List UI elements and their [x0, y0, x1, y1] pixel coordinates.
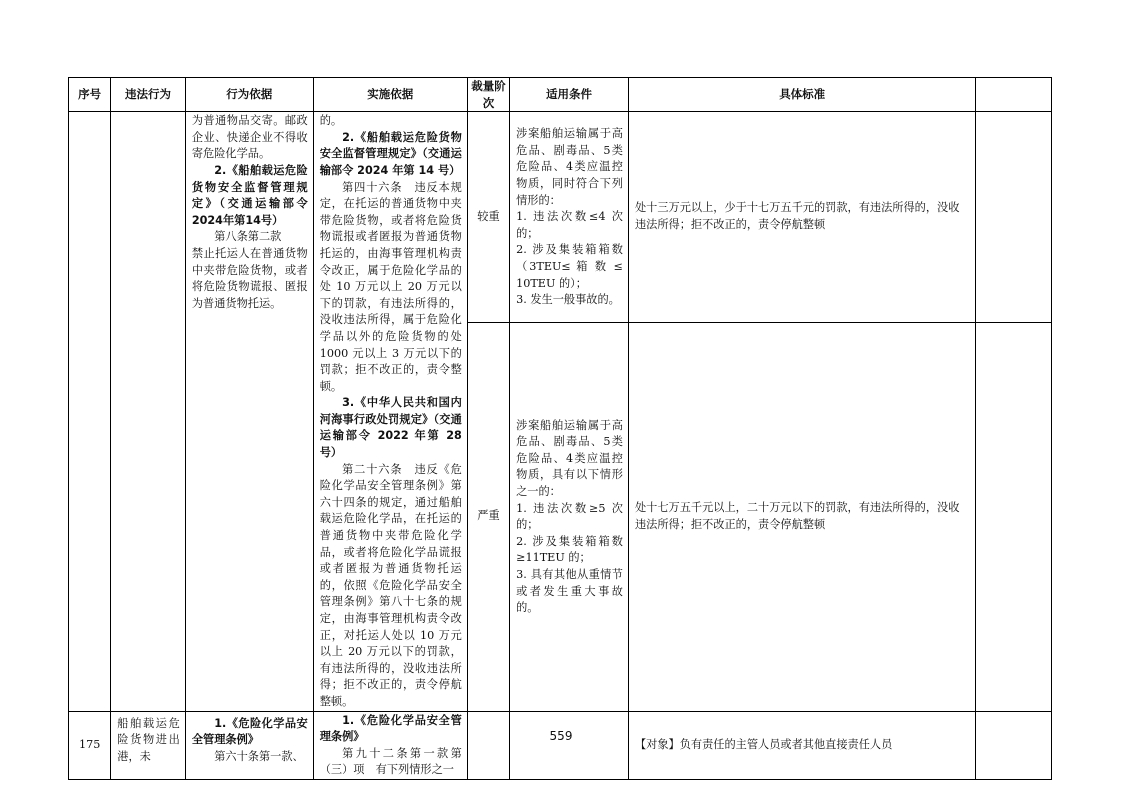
condition-item: 1. 违法次数≥5 次的； [516, 501, 623, 532]
impl-paragraph: 的。 [319, 114, 343, 128]
table-row-175 [69, 711, 1052, 779]
condition-intro: 涉案船舶运输属于高危品、剧毒品、5类危险品、4类应温控物质，同时符合下列情形的： [516, 127, 623, 207]
violation-cell [111, 711, 186, 779]
impl-regulation-title: 1.《危险化学品安全管理条例》 [319, 713, 462, 744]
discretion-level-cell: 严重 [467, 322, 509, 711]
table-header-row [69, 78, 1052, 112]
condition-item: 2. 涉及集装箱箱数（3TEU≤ 箱 数 ≤ 10TEU 的）； [516, 243, 623, 290]
header-serial-number: 序号 [69, 78, 111, 112]
standard-cell [628, 322, 975, 711]
condition-item: 3. 发生一般事故的。 [516, 293, 620, 307]
violation-text: 船舶载运危险货物进出港，未 [117, 716, 180, 763]
header-standard: 具体标准 [628, 78, 975, 112]
impl-article: 第二十六条 违反《危险化学品安全管理条例》第六十四条的规定，通过船舶载运危险化学品，在托运的普通货物中夹带危险化学品，或者将危险化学品谎报或者匿报为普通货物托运的，依照《危险化学品安全管理条例》第八十七条的规定，由海事管理机构责令改正，对托运人处以 10 万元以上 20 万元以下的罚款，有违法所得的，没收违法所得；拒不改正的，责令停航整顿。 [319, 462, 462, 708]
basis-regulation-title: 1.《危险化学品安全管理条例》 [191, 716, 308, 747]
basis-paragraph: 为普通物品交寄。邮政企业、快递企业不得收寄危险化学品。 [191, 114, 308, 161]
legal-basis-cell [185, 711, 313, 779]
header-blank [976, 78, 1052, 112]
header-violation: 违法行为 [111, 78, 186, 112]
header-discretion-level: 裁量阶次 [467, 78, 509, 112]
blank-cell [976, 711, 1052, 779]
basis-article: 第八条第二款 [214, 230, 282, 244]
basis-article: 第六十条第一款、 [214, 749, 304, 763]
table-row-severe-level [69, 112, 1052, 323]
condition-item: 2. 涉及集装箱箱数≥11TEU 的； [516, 534, 623, 565]
impl-regulation-title: 3.《中华人民共和国内河海事行政处罚规定》（交通运输部令 2022 年第 28 号） [319, 396, 462, 460]
standard-cell [628, 112, 975, 323]
impl-regulation-title: 2.《船舶载运危险货物安全监督管理规定》（交通运输部令 2024 年第 14 号） [319, 130, 462, 177]
header-implementation-basis: 实施依据 [313, 78, 467, 112]
header-conditions: 适用条件 [510, 78, 629, 112]
basis-paragraph: 禁止托运人在普通货物中夹带危险货物，或者将危险货物谎报、匿报为普通货物托运。 [191, 246, 308, 310]
basis-regulation-title: 2.《船舶载运危险货物安全监督管理规定》（交通运输部令2024年第14号） [191, 163, 308, 227]
condition-item: 1. 违法次数≤4 次的； [516, 210, 623, 240]
legal-basis-cell [185, 112, 313, 711]
penalty-standards-table [68, 77, 1052, 780]
discretion-level-cell: 较重 [467, 112, 509, 323]
conditions-cell [510, 322, 629, 711]
condition-intro: 涉案船舶运输属于高危品、剧毒品、5类危险品、4类应温控物质，具有以下情形之一的： [516, 418, 623, 498]
standard-cell [628, 711, 975, 779]
implementation-basis-cell [313, 112, 467, 711]
discretion-level-cell [467, 711, 509, 779]
serial-cell-continued [69, 112, 111, 711]
conditions-cell [510, 711, 629, 779]
blank-cell [976, 322, 1052, 711]
implementation-basis-cell [313, 711, 467, 779]
standard-text: 【对象】负有责任的主管人员或者其他直接责任人员 [634, 737, 893, 751]
standard-text: 处十七万五千元以上，二十万元以下的罚款，有违法所得的，没收违法所得；拒不改正的，责令停航整顿 [634, 501, 960, 531]
page-number: 559 [549, 729, 573, 743]
serial-number-cell: 175 [69, 711, 111, 779]
impl-article: 第四十六条 违反本规定，在托运的普通货物中夹带危险货物，或者将危险货物谎报或者匿报为普通货物托运的，由海事管理机构责令改正，属于危险化学品的处 10 万元以上 20 万元以下的罚款，有违法所得的，没收违法所得，属于危险化学品以外的危险货物的处 1000 元以上 3 万元以下的罚款；拒不改正的，责令整顿。 [319, 180, 462, 393]
conditions-cell [510, 112, 629, 323]
standard-text: 处十三万元以上，少于十七万五千元的罚款，有违法所得的，没收违法所得；拒不改正的，责令停航整顿 [634, 201, 960, 231]
impl-article: 第九十二条第一款第（三）项 有下列情形之一 [319, 746, 462, 777]
blank-cell [976, 112, 1052, 323]
condition-item: 3. 具有其他从重情节或者发生重大事故的。 [516, 567, 623, 615]
header-legal-basis: 行为依据 [185, 78, 313, 112]
violation-cell-continued [111, 112, 186, 711]
